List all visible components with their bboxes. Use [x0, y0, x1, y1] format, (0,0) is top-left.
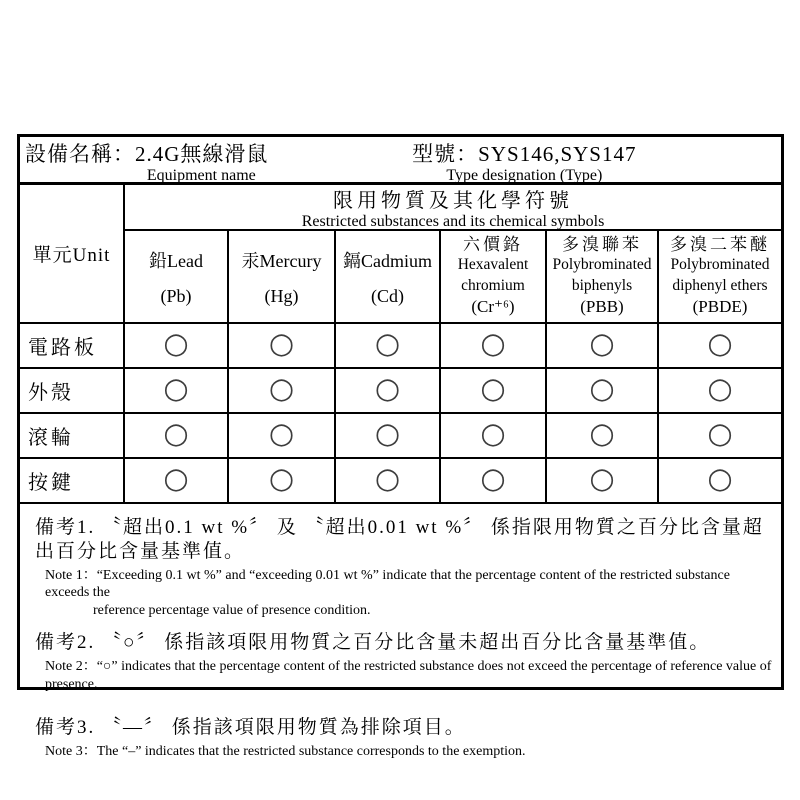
note3-zh: 備考3. 〝—〞 係指該項限用物質為排除項目。 — [35, 716, 466, 738]
column-header-cadmium — [336, 231, 441, 324]
compliance-mark-cell — [125, 324, 229, 369]
circle-mark: ○ — [374, 326, 401, 360]
compliance-mark-cell — [441, 414, 547, 459]
column-header-lead — [125, 231, 229, 324]
column-header-cr-en1: Hexavalent — [457, 256, 529, 274]
circle-mark: ○ — [163, 416, 189, 450]
column-header-pbb-symbol: (PBB) — [580, 297, 624, 317]
column-header-hexavalent-chromium — [441, 231, 547, 324]
column-header-pbb — [547, 231, 659, 324]
compliance-mark-cell — [125, 369, 229, 414]
compliance-mark-cell — [547, 459, 659, 504]
circle-mark: ○ — [163, 371, 189, 405]
column-header-pbde-en2: diphenyl ethers — [672, 276, 768, 294]
note1-en-line2: reference percentage value of presence condition. — [93, 603, 371, 619]
note2-en: Note 2：“○” indicates that the percentage content of the restricted substance does not exceed the percentage of reference value of presence. — [45, 658, 772, 692]
compliance-mark-cell — [336, 414, 441, 459]
compliance-mark-cell — [336, 369, 441, 414]
circle-mark: ○ — [589, 416, 615, 450]
note1-en-line1: Note 1：“Exceeding 0.1 wt %” and “exceeding 0.01 wt %” indicate that the percentage content of the restricted substance exceeds the — [45, 567, 730, 601]
compliance-mark-cell — [229, 459, 336, 504]
table-row-scroll-wheel — [20, 414, 781, 459]
column-header-lead-symbol: (Pb) — [160, 285, 192, 306]
note2-zh: 備考2. 〝○〞 係指該項限用物質之百分比含量未超出百分比含量基準值。 — [35, 632, 711, 654]
column-header-pbb-en1: Polybrominated — [552, 256, 652, 274]
restricted-substances-title-cell — [125, 185, 781, 231]
restricted-title-zh: 限用物質及其化學符號 — [333, 189, 573, 212]
circle-mark: ○ — [480, 326, 506, 360]
column-header-pbde — [659, 231, 781, 324]
column-header-mercury-name: 汞Mercury — [241, 250, 322, 271]
unit-header-cell — [20, 185, 125, 324]
compliance-mark-cell — [125, 414, 229, 459]
circle-mark: ○ — [480, 371, 506, 405]
row-unit-label: 電路板 — [20, 324, 125, 369]
compliance-mark-cell — [659, 324, 781, 369]
compliance-mark-cell — [229, 414, 336, 459]
compliance-mark-cell — [547, 324, 659, 369]
circle-mark: ○ — [589, 461, 615, 495]
circle-mark: ○ — [268, 416, 295, 450]
type-designation-cell — [378, 137, 781, 182]
circle-mark: ○ — [163, 326, 189, 360]
circle-mark: ○ — [374, 371, 401, 405]
circle-mark: ○ — [163, 461, 189, 495]
table-row-buttons — [20, 459, 781, 504]
circle-mark: ○ — [374, 461, 401, 495]
equipment-name-text: 設備名稱：2.4G無線滑鼠 — [25, 142, 269, 166]
compliance-mark-cell — [336, 459, 441, 504]
column-header-lead-name: 鉛Lead — [149, 250, 203, 271]
column-header-pbb-zh: 多溴聯苯 — [562, 234, 642, 254]
table-header — [20, 185, 781, 324]
column-header-cr-symbol: (Cr⁺⁶) — [471, 297, 515, 317]
circle-mark: ○ — [268, 326, 295, 360]
circle-mark: ○ — [589, 326, 615, 360]
column-header-cr-zh: 六價鉻 — [463, 234, 523, 254]
column-header-mercury-symbol: (Hg) — [264, 285, 299, 306]
equipment-name-label-en: Equipment name — [146, 167, 256, 184]
compliance-mark-cell — [659, 414, 781, 459]
column-header-cr-en2: chromium — [461, 276, 525, 294]
table-row-housing — [20, 369, 781, 414]
column-header-pbb-en2: biphenyls — [571, 276, 633, 294]
compliance-mark-cell — [441, 459, 547, 504]
type-designation-label-en: Type designation (Type) — [446, 167, 603, 184]
type-designation-text: 型號：SYS146,SYS147 — [412, 142, 637, 166]
compliance-mark-cell — [441, 369, 547, 414]
table-row-circuit-board — [20, 324, 781, 369]
compliance-mark-cell — [659, 369, 781, 414]
column-header-cadmium-symbol: (Cd) — [371, 285, 404, 306]
column-header-pbde-symbol: (PBDE) — [692, 297, 748, 317]
compliance-mark-cell — [441, 324, 547, 369]
column-header-pbde-zh: 多溴二苯醚 — [670, 234, 770, 254]
column-header-cadmium-name: 鎘Cadmium — [343, 250, 432, 271]
unit-header-label: 單元Unit — [32, 245, 111, 266]
row-unit-label: 滾輪 — [20, 414, 125, 459]
compliance-mark-cell — [336, 324, 441, 369]
compliance-mark-cell — [125, 459, 229, 504]
compliance-mark-cell — [229, 324, 336, 369]
equipment-type-row — [20, 137, 781, 185]
rohs-declaration-table — [17, 134, 784, 759]
note3-en: Note 3：The “–” indicates that the restricted substance corresponds to the exemption. — [45, 743, 526, 759]
compliance-mark-cell — [229, 369, 336, 414]
circle-mark: ○ — [480, 461, 506, 495]
notes-section — [20, 504, 781, 760]
circle-mark: ○ — [589, 371, 615, 405]
note1-zh: 備考1. 〝超出0.1 wt %〞 及 〝超出0.01 wt %〞 係指限用物質之百分比含量超出百分比含量基準值。 — [35, 517, 764, 562]
circle-mark: ○ — [707, 371, 733, 405]
compliance-mark-cell — [659, 459, 781, 504]
circle-mark: ○ — [707, 461, 733, 495]
column-header-mercury — [229, 231, 336, 324]
equipment-name-cell — [20, 137, 378, 182]
circle-mark: ○ — [707, 326, 733, 360]
circle-mark: ○ — [480, 416, 506, 450]
column-header-pbde-en1: Polybrominated — [670, 256, 770, 274]
compliance-mark-cell — [547, 369, 659, 414]
circle-mark: ○ — [268, 461, 295, 495]
circle-mark: ○ — [707, 416, 733, 450]
circle-mark: ○ — [374, 416, 401, 450]
restricted-title-en: Restricted substances and its chemical symbols — [301, 212, 605, 230]
row-unit-label: 按鍵 — [20, 459, 125, 504]
compliance-mark-cell — [547, 414, 659, 459]
row-unit-label: 外殼 — [20, 369, 125, 414]
circle-mark: ○ — [268, 371, 295, 405]
